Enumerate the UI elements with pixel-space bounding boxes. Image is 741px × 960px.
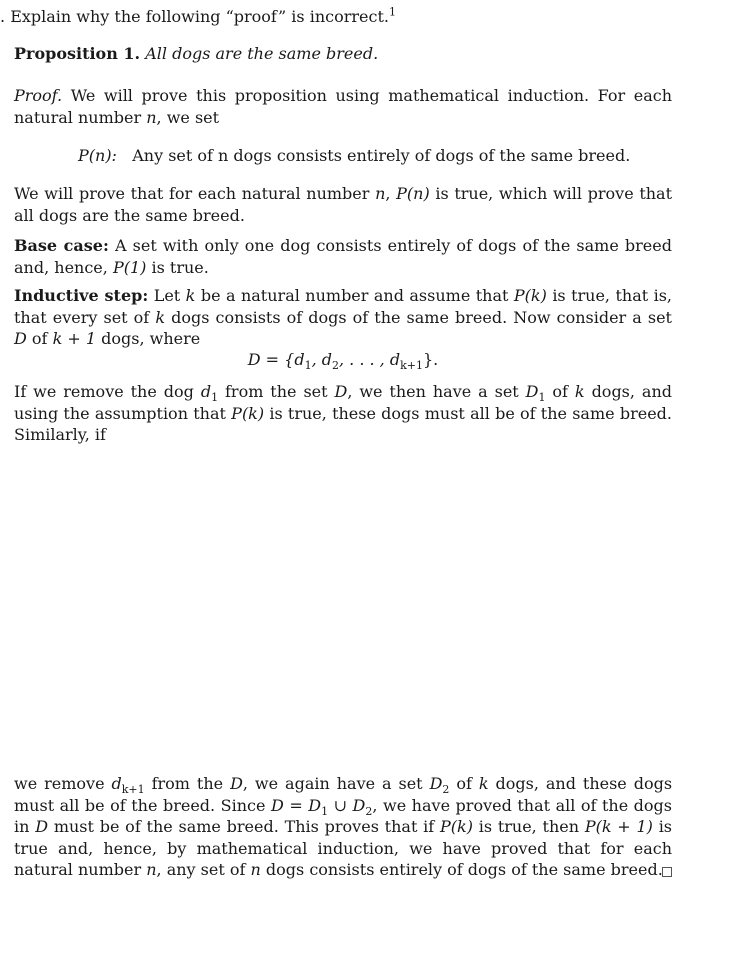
pn-label: P(n): xyxy=(78,146,117,165)
proposition-label: Proposition 1. xyxy=(14,44,141,63)
proof-intro: Proof. We will prove this proposition using mathematical induction. For each natural number n, we set xyxy=(14,86,673,127)
proposition-statement: All dogs are the same breed. xyxy=(145,44,379,63)
qed-square-icon xyxy=(662,867,672,877)
proof-paragraph-1: If we remove the dog $d_1$ from the set D, we then have a set $D_1$ of k dogs, and using the assumption that P(k) is true, these dogs must all be of the same breed. Similarly, if xyxy=(14,382,672,444)
pn-text: Any set of n dogs consists entirely of dogs of the same breed. xyxy=(132,146,631,165)
inductive-step: Inductive step: Let k be a natural number and assume that P(k) is true, that is, that every set of k dogs consists of dogs of the same breed. Now consider a set D of k + 1 dogs, where xyxy=(14,286,673,348)
proof-plan: We will prove that for each natural number n, P(n) is true, which will prove that all dogs are the same breed. xyxy=(14,184,673,225)
base-case-label: Base case: xyxy=(14,236,109,255)
proposition xyxy=(14,43,672,65)
exercise-instruction: Explain why the following “proof” is incorrect. xyxy=(10,7,389,26)
exercise-prompt xyxy=(0,6,720,28)
proof-paragraph-2: we remove $d_{k+1}$ from the D, we again have a set $D_2$ of k dogs, and these dogs must all be of the breed. Since $D = D_1$ ∪ $D_2$, we have proved that all of the dogs in D must be of the same breed. This proves that if P(k) is true, then P(k + 1) is true and, hence, by mathematical induction, we have proved that for each natural number n, any set of n dogs consists entirely of dogs of the same breed. xyxy=(14,774,673,879)
proof-label: Proof. xyxy=(14,86,63,105)
inductive-step-label: Inductive step: xyxy=(14,286,149,305)
footnote-mark: 1 xyxy=(388,5,396,19)
pn-definition xyxy=(78,145,678,167)
exercise-number: . xyxy=(0,7,6,26)
set-equation: $D = \{d_1$, $d_2$, . . . , $d_{k+1}$}. xyxy=(247,350,439,373)
base-case: Base case: A set with only one dog consists entirely of dogs of the same breed and, hence, P(1) is true. xyxy=(14,236,672,277)
